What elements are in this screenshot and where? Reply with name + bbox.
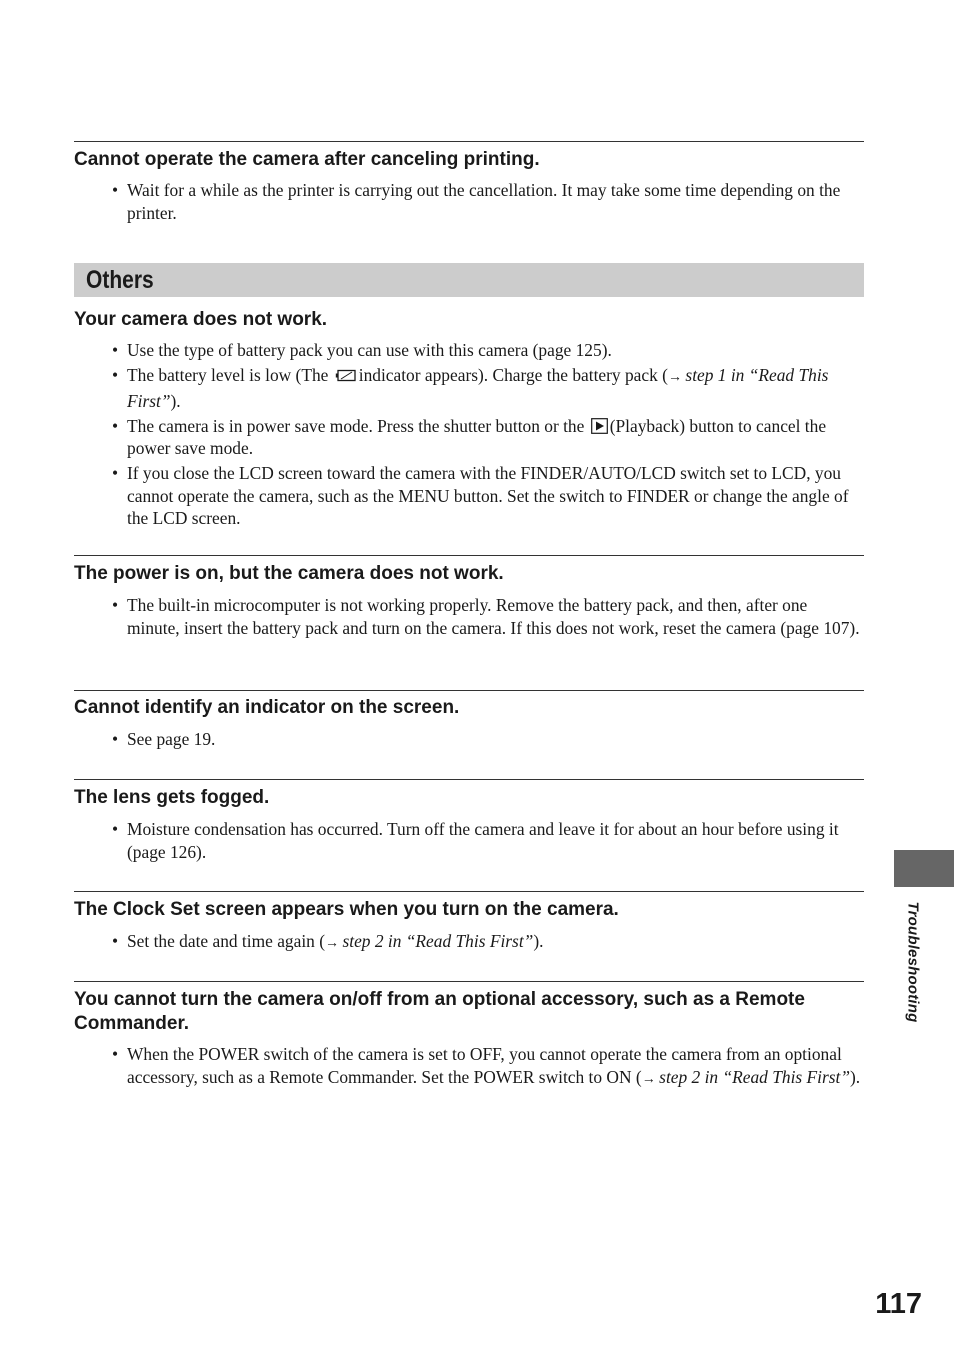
divider-rule	[74, 891, 864, 892]
bullet-text: ).	[850, 1066, 861, 1087]
bullet-text: ).	[170, 390, 181, 411]
bullet-text: When the POWER switch of the camera is set to OFF, you cannot operate the camera from an optional accessory, such as a Remote Commander. Set the POWER switch to ON (	[127, 1044, 842, 1087]
bullet-list	[112, 818, 864, 866]
section-header-others	[74, 263, 864, 297]
bullet-text: The battery level is low (The	[127, 365, 329, 385]
arrow-icon: →	[667, 370, 682, 385]
bullet-list	[112, 179, 864, 227]
bullet-text: The camera is in power save mode. Press the shutter button or the	[127, 415, 585, 436]
arrow-icon: →	[325, 936, 339, 951]
bullet-text: See page 19.	[127, 729, 216, 749]
bullet-text: Use the type of battery pack you can use with this camera (page 125).	[127, 340, 612, 360]
list-item	[112, 818, 864, 863]
list-item	[112, 179, 864, 224]
bullet-marker: •	[112, 595, 119, 615]
list-item	[112, 1043, 864, 1091]
arrow-icon: →	[641, 1071, 656, 1087]
bullet-marker: •	[112, 729, 119, 749]
battery-low-icon	[335, 369, 357, 382]
list-item	[112, 415, 864, 460]
bullet-marker: •	[112, 415, 119, 436]
divider-rule	[74, 690, 864, 691]
heading-clock-set-screen: The Clock Set screen appears when you turn on the camera.	[74, 899, 619, 920]
cross-reference: step 1 in “Read This First”	[127, 365, 829, 411]
bullet-text: Set the date and time again (	[127, 931, 325, 951]
heading-power-on-not-work: The power is on, but the camera does not work.	[74, 563, 504, 584]
bullet-text: If you close the LCD screen toward the camera with the FINDER/AUTO/LCD switch set to LCD, you cannot operate the camera, such as the MENU button. Set the switch to FINDER or change the angle of the LCD screen.	[127, 463, 849, 528]
bullet-text: Wait for a while as the printer is carrying out the cancellation. It may take some time depending on the printer.	[127, 180, 841, 223]
divider-rule	[74, 779, 864, 780]
bullet-list	[112, 930, 864, 958]
heading-lens-fogged: The lens gets fogged.	[74, 787, 270, 808]
heading-optional-accessory: You cannot turn the camera on/off from an optional accessory, such as a Remote Commander.	[74, 989, 805, 1034]
heading-camera-does-not-work: Your camera does not work.	[74, 309, 328, 330]
list-item	[112, 364, 864, 412]
bullet-marker: •	[112, 180, 119, 200]
list-item	[112, 930, 864, 956]
bullet-list	[112, 594, 864, 642]
section-title: Others	[86, 266, 154, 294]
cross-reference: step 2 in “Read This First”	[342, 931, 534, 951]
bullet-marker: •	[112, 365, 119, 385]
list-item	[112, 728, 864, 751]
chapter-tab-label: Troubleshooting	[904, 901, 922, 1023]
bullet-text: The built-in microcomputer is not working properly. Remove the battery pack, and then, after one minute, insert the battery pack and turn on the camera. If this does not work, reset the camera (page 107).	[127, 595, 860, 638]
list-item	[112, 594, 864, 639]
bullet-marker: •	[112, 819, 119, 839]
bullet-marker: •	[112, 931, 119, 951]
list-item	[112, 339, 864, 362]
divider-rule	[74, 555, 864, 556]
playback-icon	[591, 418, 608, 434]
bullet-text: (Playback) button to cancel the power save mode.	[127, 415, 827, 458]
bullet-list	[112, 1043, 864, 1094]
page-number: 117	[875, 1288, 922, 1320]
list-item	[112, 462, 864, 530]
bullet-marker: •	[112, 1044, 119, 1064]
heading-cannot-operate-after-printing: Cannot operate the camera after canceling printing.	[74, 149, 540, 170]
bullet-text: ).	[533, 931, 544, 951]
divider-rule	[74, 981, 864, 982]
bullet-list	[112, 339, 864, 532]
bullet-list	[112, 728, 864, 753]
cross-reference: step 2 in “Read This First”	[659, 1066, 851, 1087]
heading-cannot-identify-indicator: Cannot identify an indicator on the screen.	[74, 697, 460, 718]
bullet-marker: •	[112, 340, 119, 360]
bullet-text: indicator appears). Charge the battery pack (	[358, 365, 668, 385]
chapter-tab-marker	[894, 850, 954, 887]
divider-rule	[74, 141, 864, 142]
bullet-text: Moisture condensation has occurred. Turn off the camera and leave it for about an hour before using it (page 126).	[127, 819, 839, 862]
bullet-marker: •	[112, 463, 119, 483]
